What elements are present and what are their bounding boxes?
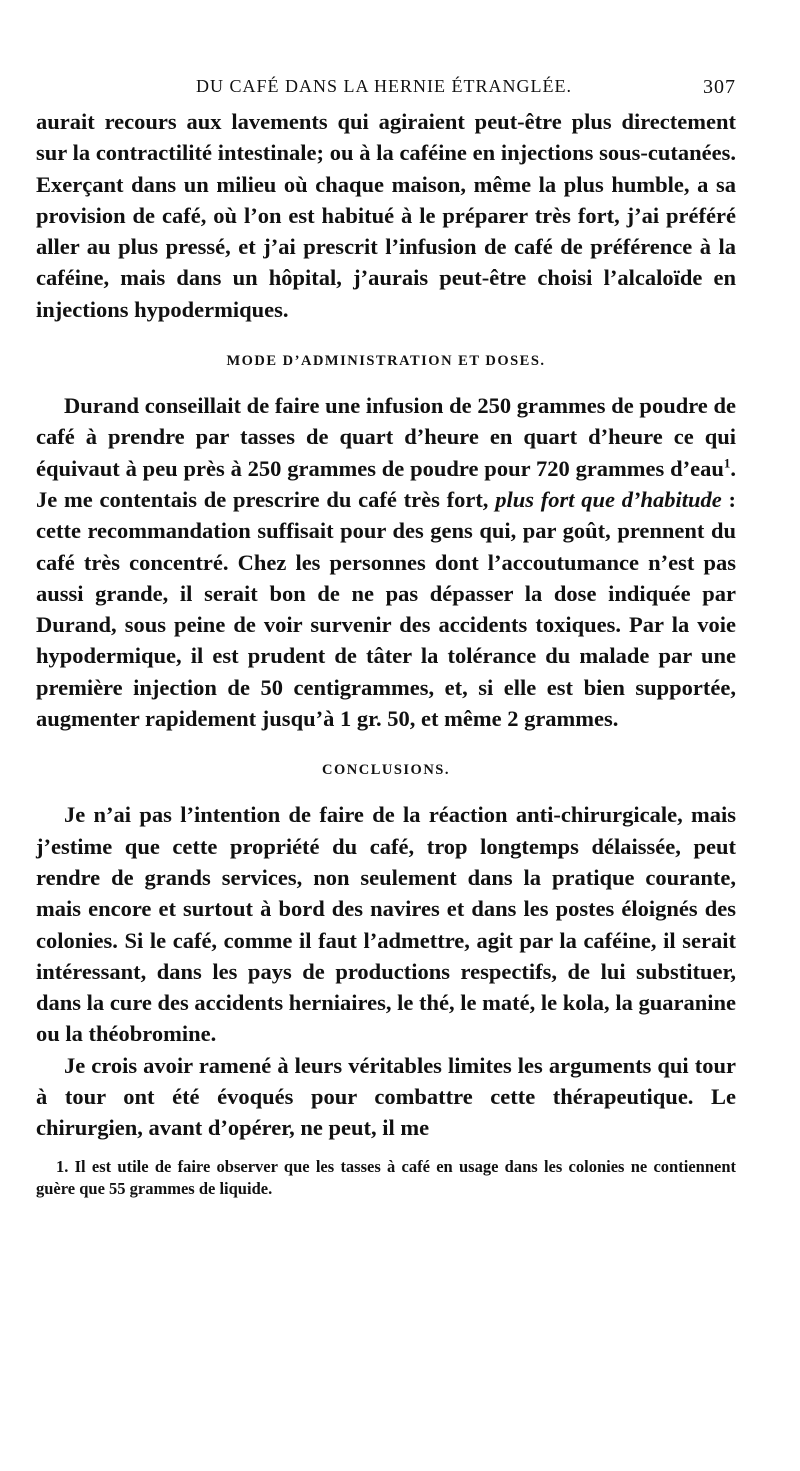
doses-text-middle: . Je me contentais de prescrire du café très fort, <box>36 455 736 512</box>
paragraph-intro: aurait recours aux lavements qui agiraient peut-être plus directement sur la contractilité intestinale; ou à la caféine en injections sous-cutanées. Exerçant dans un milieu où chaque maison, même la plus humble, a sa provision de café, où l’on est habitué à le préparer très fort, j’ai préféré aller au plus pressé, et j’ai prescrit l’infusion de café de préférence à la caféine, mais dans un hôpital, j’aurais peut-être choisi l’alcaloïde en injections hypodermiques. <box>36 109 736 322</box>
paragraph-arguments: Je crois avoir ramené à leurs véritables limites les arguments qui tour à tour ont été évoqués pour combattre cette thérapeutique. Le chirurgien, avant d’opérer, ne peut, il me <box>36 1052 736 1141</box>
paragraph-conclusions: Je n’ai pas l’intention de faire de la réaction anti-chirurgicale, mais j’estime que cette propriété du café, trop longtemps délaissée, peut rendre de grands services, non seulement dans la pratique courante, mais encore et surtout à bord des navires et dans les postes éloignés des colonies. Si le café, comme il faut l’admettre, agit par la caféine, il serait intéressant, dans les pays de productions respectifs, de lui substituer, dans la cure des accidents herniaires, le thé, le maté, le kola, la guaranine ou la théobromine. <box>36 802 736 1047</box>
page-number: 307 <box>703 76 736 98</box>
heading-mode-administration: MODE D’ADMINISTRATION ET DOSES. <box>226 353 546 370</box>
doses-text-start: Durand conseillait de faire une infusion de 250 grammes de poudre de café à prendre par tasses de quart d’heure en quart d’heure ce qui équivaut à peu près à 250 grammes de poudre pour 720 grammes d’eau <box>36 393 736 481</box>
running-title: DU CAFÉ DANS LA HERNIE ÉTRANGLÉE. <box>196 76 572 96</box>
paragraph-doses <box>36 390 736 734</box>
footnote <box>36 1156 736 1200</box>
footnote-reference[interactable]: 1 <box>723 455 731 471</box>
heading-conclusions: CONCLUSIONS. <box>322 762 450 779</box>
page-header <box>36 70 736 106</box>
doses-text-end: : cette recommandation suffisait pour des gens qui, par goût, prennent du café très concentré. Chez les personnes dont l’accoutumance n’est pas aussi grande, il serait bon de ne pas dépasser la dose indiquée par Durand, sous peine de voir survenir des accidents toxiques. Par la voie hypodermique, il est prudent de tâter la tolérance du malade par une première injection de 50 centigrammes, et, si elle est bien supportée, augmenter rapidement jusqu’à 1 gr. 50, et même 2 grammes. <box>36 486 736 732</box>
footnote-text: 1. Il est utile de faire observer que les tasses à café en usage dans les colonies ne contiennent guère que 55 grammes de liquide. <box>36 1156 736 1198</box>
doses-emphasis: plus fort que d’habitude <box>495 486 722 512</box>
